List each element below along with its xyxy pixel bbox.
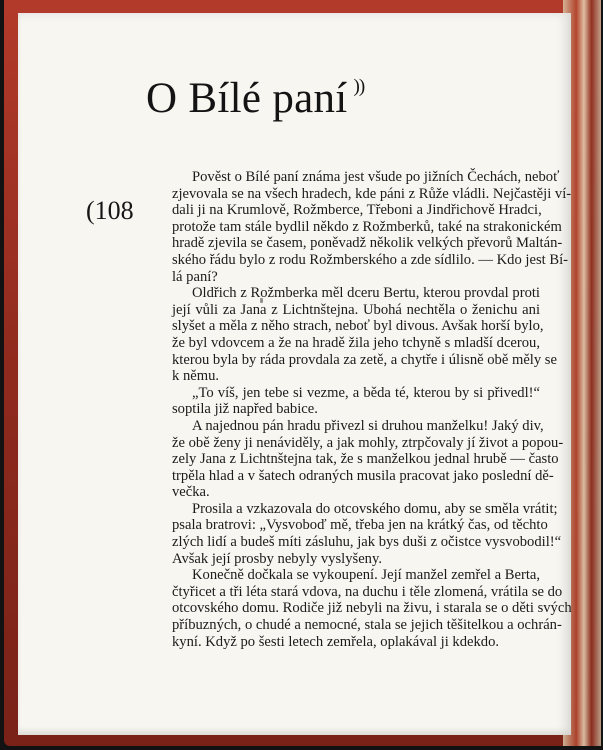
text-line: zlých lidí a budeš míti zásluhu, jak bys duši z očistce vysvobodil!“ bbox=[172, 534, 562, 551]
text-line: její vůli za Jana z Lichtnštejna. Ubohá nechtěla o ženichu ani bbox=[172, 301, 540, 318]
text-line: „To víš, jen tebe si vezme, a běda té, kterou by si přivedl!“ bbox=[192, 384, 540, 401]
text-line: Konečně dočkala se vykoupení. Její manžel zemřel a Berta, bbox=[192, 567, 540, 584]
text-line: že obě ženy ji nenáviděly, a jak mohly, ztrpčovaly jí život a popou- bbox=[172, 434, 564, 451]
paragraph bbox=[172, 169, 572, 285]
text-line: otcovského domu. Rodiče již nebyli na živu, i starala se o děti svých bbox=[172, 600, 572, 617]
text-line: kterou byla by ráda provdala za zetě, a chytře i úlisně obě měly se bbox=[172, 351, 557, 368]
chapter-title-text: O Bílé paní bbox=[146, 75, 348, 122]
paragraph bbox=[172, 285, 557, 385]
text-line: lá paní? bbox=[172, 268, 218, 285]
text-line: Avšak její prosby nebyly vyslyšeny. bbox=[172, 550, 382, 567]
text-line: Pověst o Bílé paní známa jest všude po jižních Čechách, neboť bbox=[192, 169, 560, 185]
paragraph bbox=[172, 417, 564, 501]
text-line: trpěla hlad a v šatech odraných musila pracovat jako poslední dě- bbox=[172, 467, 554, 484]
text-line: A najednou pán hradu přivezl si druhou manželku! Jaký div, bbox=[192, 417, 544, 434]
text-line: hradě zjevila se časem, poněvadž několik velkých převorů Maltán- bbox=[172, 235, 563, 252]
text-line: Oldřich z Rožmberka měl dceru Bertu, kterou provdal proti bbox=[192, 285, 540, 302]
text-line: psala bratrovi: „Vysvoboď mě, třeba jen na krátký čas, od těchto bbox=[172, 517, 548, 534]
margin-page-reference: (108 bbox=[86, 196, 134, 225]
text-line: protože tam stále bydlil někdo z Rožmberků, také na strakonickém bbox=[172, 218, 562, 235]
text-line: ského řádu bylo z rodu Rožmberského a zde sídlilo. — Kdo jest Bí- bbox=[172, 251, 568, 268]
text-line: zely Jana z Lichtnštejna tak, že s manželkou jednal hrubě — často bbox=[172, 451, 559, 468]
chapter-title bbox=[146, 77, 364, 120]
paragraph bbox=[172, 385, 540, 418]
book-page bbox=[18, 13, 571, 735]
text-line: čtyřicet a tři léta stará vdova, na duchu i těle zlomená, vrátila se do bbox=[172, 583, 563, 600]
text-line: zjevovala se na všech hradech, kde páni z Růže vládli. Nejčastěji ví- bbox=[172, 185, 572, 202]
text-line: soptila již napřed babice. bbox=[172, 401, 318, 418]
text-line: že byl vdovcem a že na hradě žila jeho tchyně s mladší dcerou, bbox=[172, 334, 540, 351]
text-line: večka. bbox=[172, 484, 210, 501]
text-line: k němu. bbox=[172, 368, 220, 385]
title-margin-mark: )) bbox=[353, 76, 365, 97]
paragraph bbox=[172, 567, 572, 650]
text-line: Prosila a vzkazovala do otcovského domu, aby se směla vrátit; bbox=[192, 500, 558, 517]
text-line: příbuzných, o chudé a nemocné, stala se jejich těšitelkou a ochrán- bbox=[172, 617, 562, 634]
text-line: kyní. Když po šesti letech zemřela, oplakával ji kdekdo. bbox=[172, 633, 500, 650]
text-line: slyšet a měla z něho strach, neboť byl divous. Avšak horší bylo, bbox=[172, 318, 544, 335]
text-line: dali ji na Krumlově, Rožmberce, Třeboni a Jindřichově Hradci, bbox=[172, 202, 542, 219]
paragraph bbox=[172, 500, 562, 567]
body-text bbox=[172, 169, 572, 650]
